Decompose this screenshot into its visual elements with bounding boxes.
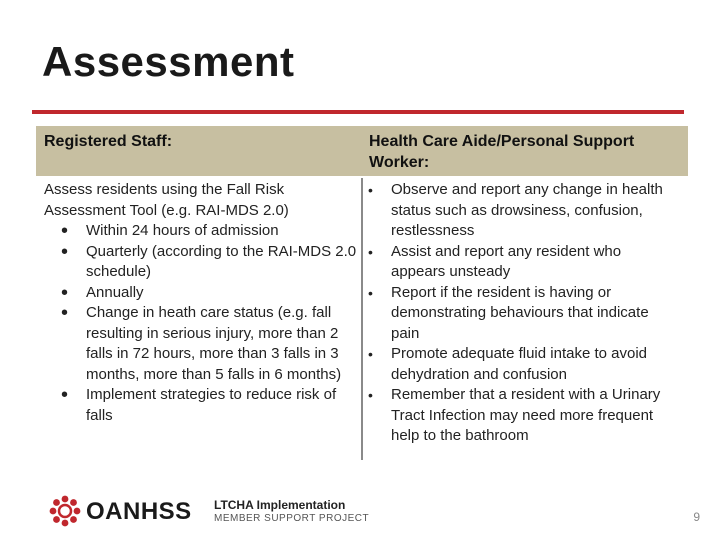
bullet-icon: • bbox=[368, 284, 373, 301]
footer-logo bbox=[48, 494, 370, 530]
page-number: 9 bbox=[693, 510, 700, 524]
registered-staff-column bbox=[44, 180, 358, 426]
list-item-text: Implement strategies to reduce risk of falls bbox=[86, 386, 337, 424]
list-item-text: Report if the resident is having or demonstrating behaviours that indicate pain bbox=[391, 283, 649, 342]
list-item bbox=[368, 283, 678, 345]
flower-logo-icon bbox=[48, 494, 82, 528]
list-item-text: Quarterly (according to the RAI-MDS 2.0 schedule) bbox=[86, 242, 357, 280]
list-item-text: Remember that a resident with a Urinary Tract Infection may need more frequent help to the bathroom bbox=[391, 386, 661, 444]
bullet-icon: • bbox=[368, 346, 373, 362]
list-item-text: Promote adequate fluid intake to avoid dehydration and confusion bbox=[391, 345, 648, 383]
bullet-icon: • bbox=[368, 387, 373, 403]
registered-staff-list bbox=[44, 221, 358, 426]
bullet-icon: • bbox=[368, 182, 373, 198]
list-item bbox=[44, 303, 358, 385]
list-item-text: Annually bbox=[86, 283, 144, 301]
list-item bbox=[368, 385, 678, 447]
list-item-text: Change in heath care status (e.g. fall resulting in serious injury, more than 2 falls in 72 hours, more than 3 falls in 3 months, more than 5 falls in 6 months) bbox=[86, 304, 342, 383]
list-item-text: Assist and report any resident who appears unsteady bbox=[391, 242, 622, 280]
title-rule bbox=[32, 110, 684, 114]
list-item bbox=[368, 242, 678, 283]
support-worker-header: Health Care Aide/Personal Support Worker: bbox=[362, 126, 688, 176]
registered-staff-header: Registered Staff: bbox=[36, 126, 362, 176]
slide-title: Assessment bbox=[42, 38, 295, 85]
bullet-icon: • bbox=[61, 240, 69, 263]
project-title: LTCHA Implementation bbox=[214, 498, 346, 512]
list-item bbox=[44, 283, 358, 304]
list-item bbox=[44, 242, 358, 283]
bullet-icon: • bbox=[61, 384, 69, 406]
list-item bbox=[44, 385, 358, 426]
support-worker-list bbox=[368, 180, 678, 447]
bullet-icon: • bbox=[61, 302, 69, 324]
column-divider bbox=[361, 178, 363, 460]
bullet-icon: • bbox=[61, 281, 69, 304]
bullet-icon: • bbox=[368, 243, 373, 260]
list-item bbox=[368, 344, 678, 385]
list-item-text: Observe and report any change in health status such as drowsiness, confusion, restlessness bbox=[391, 181, 663, 239]
registered-staff-intro: Assess residents using the Fall Risk Assessment Tool (e.g. RAI-MDS 2.0) bbox=[44, 181, 289, 219]
list-item bbox=[368, 180, 678, 242]
support-worker-column bbox=[368, 180, 678, 447]
list-item-text: Within 24 hours of admission bbox=[86, 222, 279, 239]
org-name: OANHSS bbox=[86, 498, 192, 525]
bullet-icon: • bbox=[61, 220, 69, 242]
list-item bbox=[44, 221, 358, 242]
project-subtitle: MEMBER SUPPORT PROJECT bbox=[214, 513, 370, 524]
